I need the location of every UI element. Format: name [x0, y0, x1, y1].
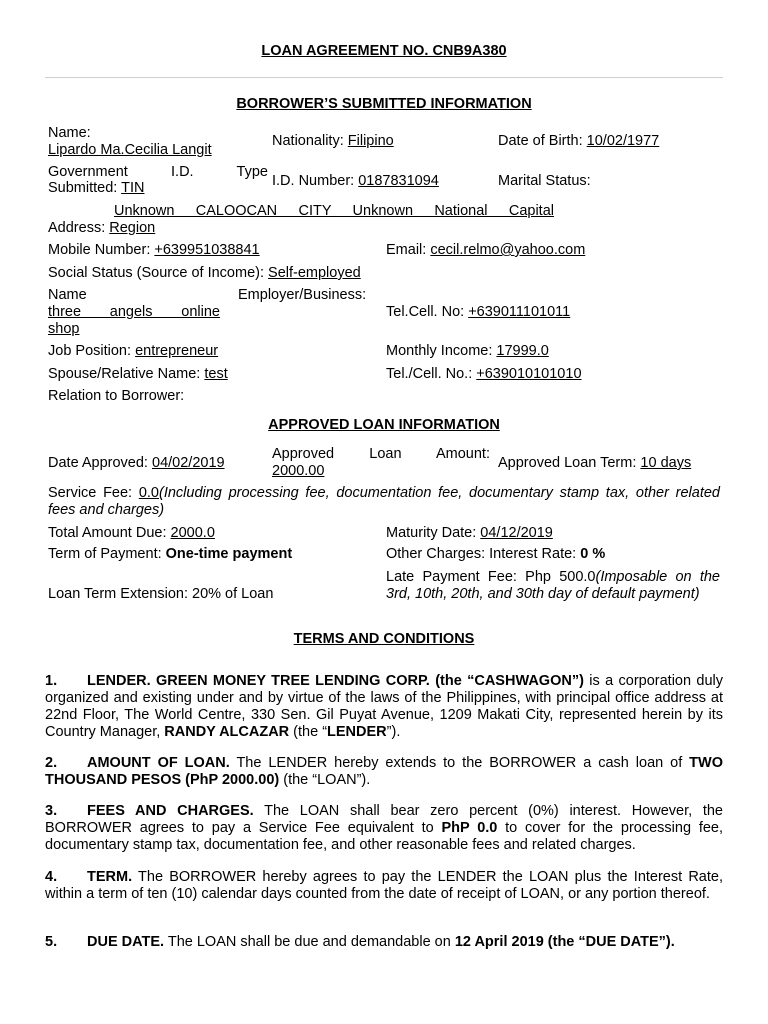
address-value-line1: Unknown CALOOCAN CITY Unknown National Capital: [114, 203, 554, 219]
other-charges-field: [386, 546, 605, 563]
nationality-label: Nationality:: [272, 133, 344, 149]
telcell-field: [386, 304, 570, 321]
loan-amount-value: 2000.00: [272, 463, 325, 479]
social-status-value: Self-employed: [268, 265, 361, 281]
title-divider: [45, 77, 723, 78]
total-due-field: [48, 525, 215, 542]
term-2-number: 2.: [45, 755, 58, 771]
term-3-text: The LOAN shall bear zero percent (0%) interest. However, the BORROWER agrees to pay a Service Fee equivalent to: [45, 803, 724, 836]
term-3-lead: FEES AND CHARGES.: [87, 803, 254, 819]
total-due-label: Total Amount Due:: [48, 525, 167, 541]
term-4-lead: TERM.: [87, 869, 133, 885]
service-fee-label: Service Fee:: [48, 485, 133, 501]
loan-amount-label: Approved Loan Amount:: [272, 446, 490, 462]
spouse-tel-field: [386, 366, 582, 383]
id-number-field: [272, 173, 439, 190]
mobile-field: [48, 242, 260, 259]
employer-label-name: Name: [48, 287, 87, 303]
gov-id-label-line: Government I.D. Type: [48, 164, 268, 180]
term-5-due-date-value: 12 April 2019 (the “DUE DATE”).: [454, 934, 675, 950]
term-5-lead: DUE DATE.: [87, 934, 165, 950]
service-fee-field: [48, 485, 720, 519]
id-number-value: 0187831094: [358, 173, 439, 189]
nationality-value: Filipino: [347, 133, 394, 149]
mobile-value: +639951038841: [154, 242, 260, 258]
late-fee-note: (Imposable on the 3rd, 10th, 20th, and 30th day of default payment): [386, 569, 720, 602]
name-label: Name:: [48, 125, 91, 141]
borrower-section-heading: BORROWER’S SUBMITTED INFORMATION: [236, 96, 532, 112]
mobile-label: Mobile Number:: [48, 242, 151, 258]
job-field: [48, 343, 218, 360]
late-fee-field: [386, 569, 720, 603]
dob-label: Date of Birth:: [498, 133, 583, 149]
term-4-number: 4.: [45, 869, 58, 885]
payment-term-field: [48, 546, 292, 563]
social-status-field: [48, 265, 361, 282]
term-2-text-2: (the “LOAN”).: [279, 772, 371, 788]
maturity-label: Maturity Date:: [386, 525, 477, 541]
document-title: LOAN AGREEMENT NO. CNB9A380: [261, 43, 507, 59]
term-1-text: is a corporation duly organized and existing under and by virtue of the laws of the Philippines, with principal office address at 22nd Floor, The World Centre, 330 Sen. Gil Puyat Avenue, 1209 Makati City, represented herein by its Country Manager,: [45, 673, 723, 740]
email-field: [386, 242, 585, 259]
income-value: 17999.0: [496, 343, 549, 359]
nationality-field: [272, 133, 394, 150]
employer-label-business: Employer/Business:: [238, 287, 367, 303]
marital-status-label: Marital Status:: [498, 173, 591, 189]
term-3-number: 3.: [45, 803, 58, 819]
spouse-field: [48, 366, 228, 383]
term-3-fees: [45, 803, 723, 854]
date-approved-field: [48, 455, 225, 472]
spouse-tel-value: +639010101010: [476, 366, 582, 382]
spouse-label: Spouse/Relative Name:: [48, 366, 201, 382]
term-1-lead: LENDER. GREEN MONEY TREE LENDING CORP. (the “CASHWAGON”): [87, 673, 584, 689]
term-5-due-date: [45, 934, 723, 951]
term-1-text-2: (the “: [289, 724, 328, 740]
total-due-value: 2000.0: [170, 525, 215, 541]
social-status-label: Social Status (Source of Income):: [48, 265, 264, 281]
loan-term-label: Approved Loan Term:: [498, 455, 637, 471]
service-fee-note: (Including processing fee, documentation fee, documentary stamp tax, other related fees and charges): [48, 485, 720, 518]
income-label: Monthly Income:: [386, 343, 493, 359]
income-field: [386, 343, 549, 360]
address-label: Address:: [48, 220, 106, 236]
term-2-amount: [45, 755, 723, 789]
date-approved-value: 04/02/2019: [152, 455, 225, 471]
name-value: Lipardo Ma.Cecilia Langit: [48, 142, 212, 158]
employer-value-line2: shop: [48, 321, 80, 337]
telcell-label: Tel.Cell. No:: [386, 304, 465, 320]
maturity-value: 04/12/2019: [480, 525, 553, 541]
address-value-line2: Region: [109, 220, 156, 236]
other-charges-label: Other Charges: Interest Rate:: [386, 546, 577, 562]
spouse-tel-label: Tel./Cell. No.:: [386, 366, 473, 382]
dob-field: [498, 133, 659, 150]
job-label: Job Position:: [48, 343, 132, 359]
term-2-text: The LENDER hereby extends to the BORROWER a cash loan of: [229, 755, 690, 771]
relation-label: Relation to Borrower:: [48, 388, 185, 404]
term-4-term: [45, 869, 723, 903]
term-5-number: 5.: [45, 934, 58, 950]
term-5-text: The LOAN shall be due and demandable on: [164, 934, 455, 950]
late-fee-label: Late Payment Fee: Php 500.0: [386, 569, 596, 585]
term-1-number: 1.: [45, 673, 58, 689]
loan-extension: Loan Term Extension: 20% of Loan: [48, 586, 274, 602]
employer-value-line1: three angels online: [48, 304, 220, 320]
loan-section-heading: APPROVED LOAN INFORMATION: [268, 417, 500, 433]
date-approved-label: Date Approved:: [48, 455, 148, 471]
term-1-lender: [45, 673, 723, 741]
term-2-lead: AMOUNT OF LOAN.: [87, 755, 230, 771]
loan-term-value: 10 days: [640, 455, 692, 471]
loan-term-field: [498, 455, 691, 472]
maturity-field: [386, 525, 553, 542]
payment-term-label: Term of Payment:: [48, 546, 162, 562]
term-3-text-2: to cover for the processing fee, documentary stamp tax, documentation fee, and other reasonable fees and related charges.: [45, 820, 724, 853]
gov-id-label: Submitted:: [48, 180, 118, 196]
gov-id-field: [48, 180, 144, 197]
name-field: [48, 125, 248, 159]
terms-section-heading: TERMS AND CONDITIONS: [293, 631, 475, 647]
address-field: [48, 220, 155, 237]
term-3-fee-amount: PhP 0.0: [441, 820, 498, 836]
service-fee-value: 0.0: [138, 485, 159, 501]
term-4-text: The BORROWER hereby agrees to pay the LENDER the LOAN plus the Interest Rate, within a term of ten (10) calendar days counted from the date of receipt of LOAN, or any portion thereof.: [45, 869, 723, 902]
other-charges-value: 0 %: [580, 546, 606, 562]
term-1-text-3: ”).: [386, 724, 401, 740]
email-value: cecil.relmo@yahoo.com: [430, 242, 586, 258]
job-value: entrepreneur: [135, 343, 219, 359]
spouse-value: test: [204, 366, 228, 382]
telcell-value: +639011101011: [468, 304, 571, 320]
gov-id-value: TIN: [121, 180, 145, 196]
email-label: Email:: [386, 242, 427, 258]
dob-value: 10/02/1977: [586, 133, 660, 149]
term-1-representative: RANDY ALCAZAR: [164, 724, 290, 740]
payment-term-value: One-time payment: [165, 546, 293, 562]
term-1-lender-term: LENDER: [327, 724, 387, 740]
id-number-label: I.D. Number:: [272, 173, 355, 189]
term-2-amount-words: TWO THOUSAND PESOS (PhP 2000.00): [45, 755, 723, 788]
